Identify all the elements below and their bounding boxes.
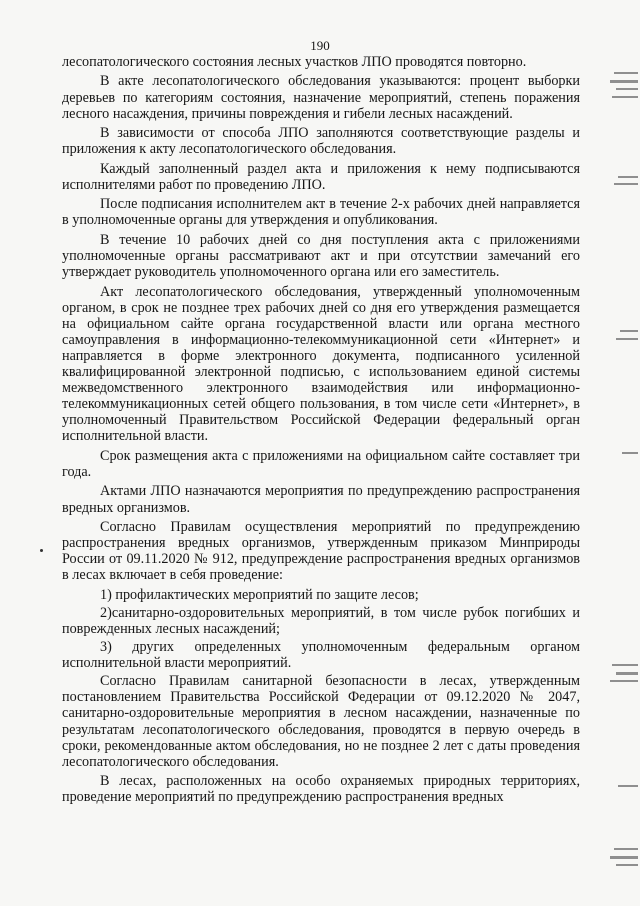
paragraph: Актами ЛПО назначаются мероприятия по предупреждению распространения вредных организмов. (62, 483, 580, 516)
document-body (62, 54, 580, 809)
scan-dot (40, 549, 43, 552)
list-item: 2)санитарно-оздоровительных мероприятий, в том числе рубок погибших и поврежденных лесных насаждений; (62, 604, 580, 637)
paragraph: В течение 10 рабочих дней со дня поступления акта с приложениями уполномоченные органы рассматривают акт и при отсутствии замечаний его утверждает руководитель уполномоченного органа или его заместитель. (62, 231, 580, 281)
list-item: 1) профилактических мероприятий по защите лесов; (100, 586, 419, 603)
paragraph: В зависимости от способа ЛПО заполняются соответствующие разделы и приложения к акту лесопатологического обследования. (62, 125, 580, 158)
list-item: 3) других определенных уполномоченным федеральным органом исполнительной власти мероприятий. (62, 639, 580, 672)
scan-edge-noise (606, 0, 640, 906)
paragraph: В акте лесопатологического обследования указываются: процент выборки деревьев по категориям состояния, назначение мероприятий, степень поражения лесного насаждения, причины повреждения и гибели лесных насаждений. (62, 73, 580, 122)
paragraph: После подписания исполнителем акт в течение 2-х рабочих дней направляется в уполномоченные органы для утверждения и опубликования. (62, 196, 580, 229)
paragraph: Акт лесопатологического обследования, утвержденный уполномоченным органом, в срок не позднее трех рабочих дней со дня его утверждения размещается на официальном сайте органа государственной власти или органа местного самоуправления в информационно-телекоммуникационной сети «Интернет» и направляется в форме электронного документа, подписанного усиленной квалифицированной электронной подписью, с использованием единой системы межведомственного электронного взаимодействия или информационно-телекоммуникационных сетей общего пользования, в том числе сети «Интернет», в уполномоченный Правительством Российской Федерации федеральный орган исполнительной власти. (62, 283, 580, 445)
paragraph: Срок размещения акта с приложениями на официальном сайте составляет три года. (62, 447, 580, 480)
paragraph: Согласно Правилам осуществления мероприятий по предупреждению распространения вредных организмов, утвержденным приказом Минприроды России от 09.11.2020 № 912, предупреждение распространения вредных организмов в лесах включает в себя проведение: (62, 519, 580, 584)
page-number: 190 (310, 38, 330, 53)
paragraph: Согласно Правилам санитарной безопасности в лесах, утвержденным постановлением Правительства Российской Федерации от 09.12.2020 № 2047, санитарно-оздоровительные мероприятия в лесном насаждении, назначенные по результатам лесопатологического обследования, проводятся в первую очередь в сроки, рекомендованные актом обследования, но не позднее 2 лет с даты проведения лесопатологического обследования. (62, 673, 580, 770)
paragraph: лесопатологического состояния лесных участков ЛПО проводятся повторно. (62, 54, 527, 70)
paragraph: В лесах, расположенных на особо охраняемых природных территориях, проведение мероприятий по предупреждению распространения вредных (62, 773, 580, 806)
paragraph: Каждый заполненный раздел акта и приложения к нему подписываются исполнителями работ по проведению ЛПО. (62, 160, 580, 193)
